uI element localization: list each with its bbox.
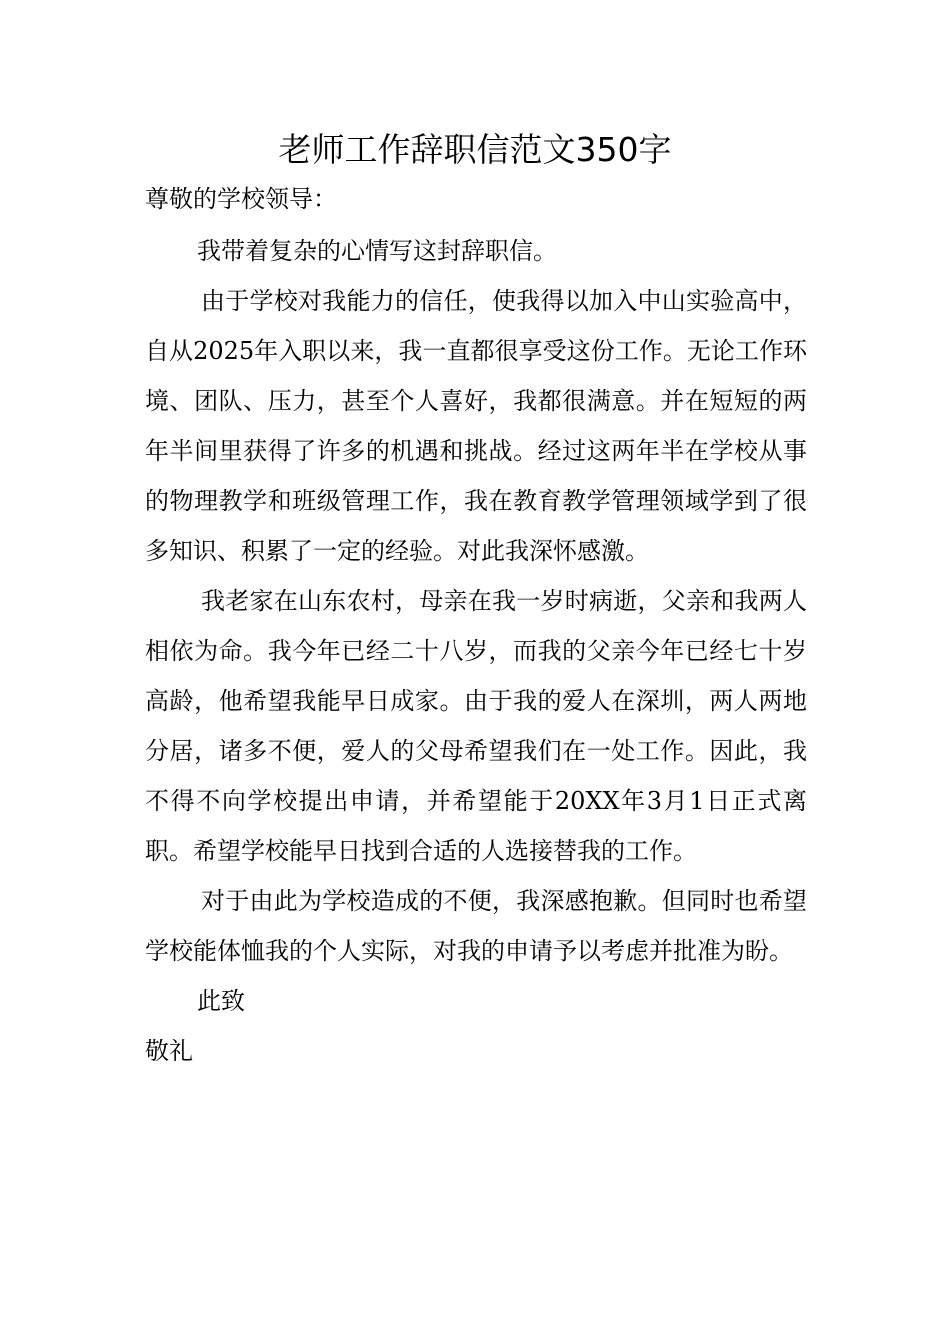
paragraph-1: 我带着复杂的心情写这封辞职信。 — [197, 237, 557, 265]
letter-body — [145, 176, 807, 1076]
document-title: 老师工作辞职信范文350字 — [278, 130, 672, 169]
closing-line-1: 此致 — [197, 987, 245, 1015]
salutation: 尊敬的学校领导： — [145, 185, 337, 213]
paragraph-4: 对于由此为学校造成的不便，我深感抱歉。但同时也希望学校能体恤我的个人实际，对我的申请予以考虑并批准为盼。 — [145, 887, 807, 965]
paragraph-2: 由于学校对我能力的信任，使我得以加入中山实验高中，自从2025年入职以来，我一直都很享受这份工作。无论工作环境、团队、压力，甚至个人喜好，我都很满意。并在短短的两年半间里获得了许多的机遇和挑战。经过这两年半在学校从事的物理教学和班级管理工作，我在教育教学管理领域学到了很多知识、积累了一定的经验。对此我深怀感激。 — [145, 287, 807, 565]
closing-line-2: 敬礼 — [145, 1037, 193, 1065]
paragraph-3: 我老家在山东农村，母亲在我一岁时病逝，父亲和我两人相依为命。我今年已经二十八岁，而我的父亲今年已经七十岁高龄，他希望我能早日成家。由于我的爱人在深圳，两人两地分居，诸多不便，爱人的父母希望我们在一处工作。因此，我不得不向学校提出申请，并希望能于20XX年3月1日正式离职。希望学校能早日找到合适的人选接替我的工作。 — [145, 587, 807, 865]
